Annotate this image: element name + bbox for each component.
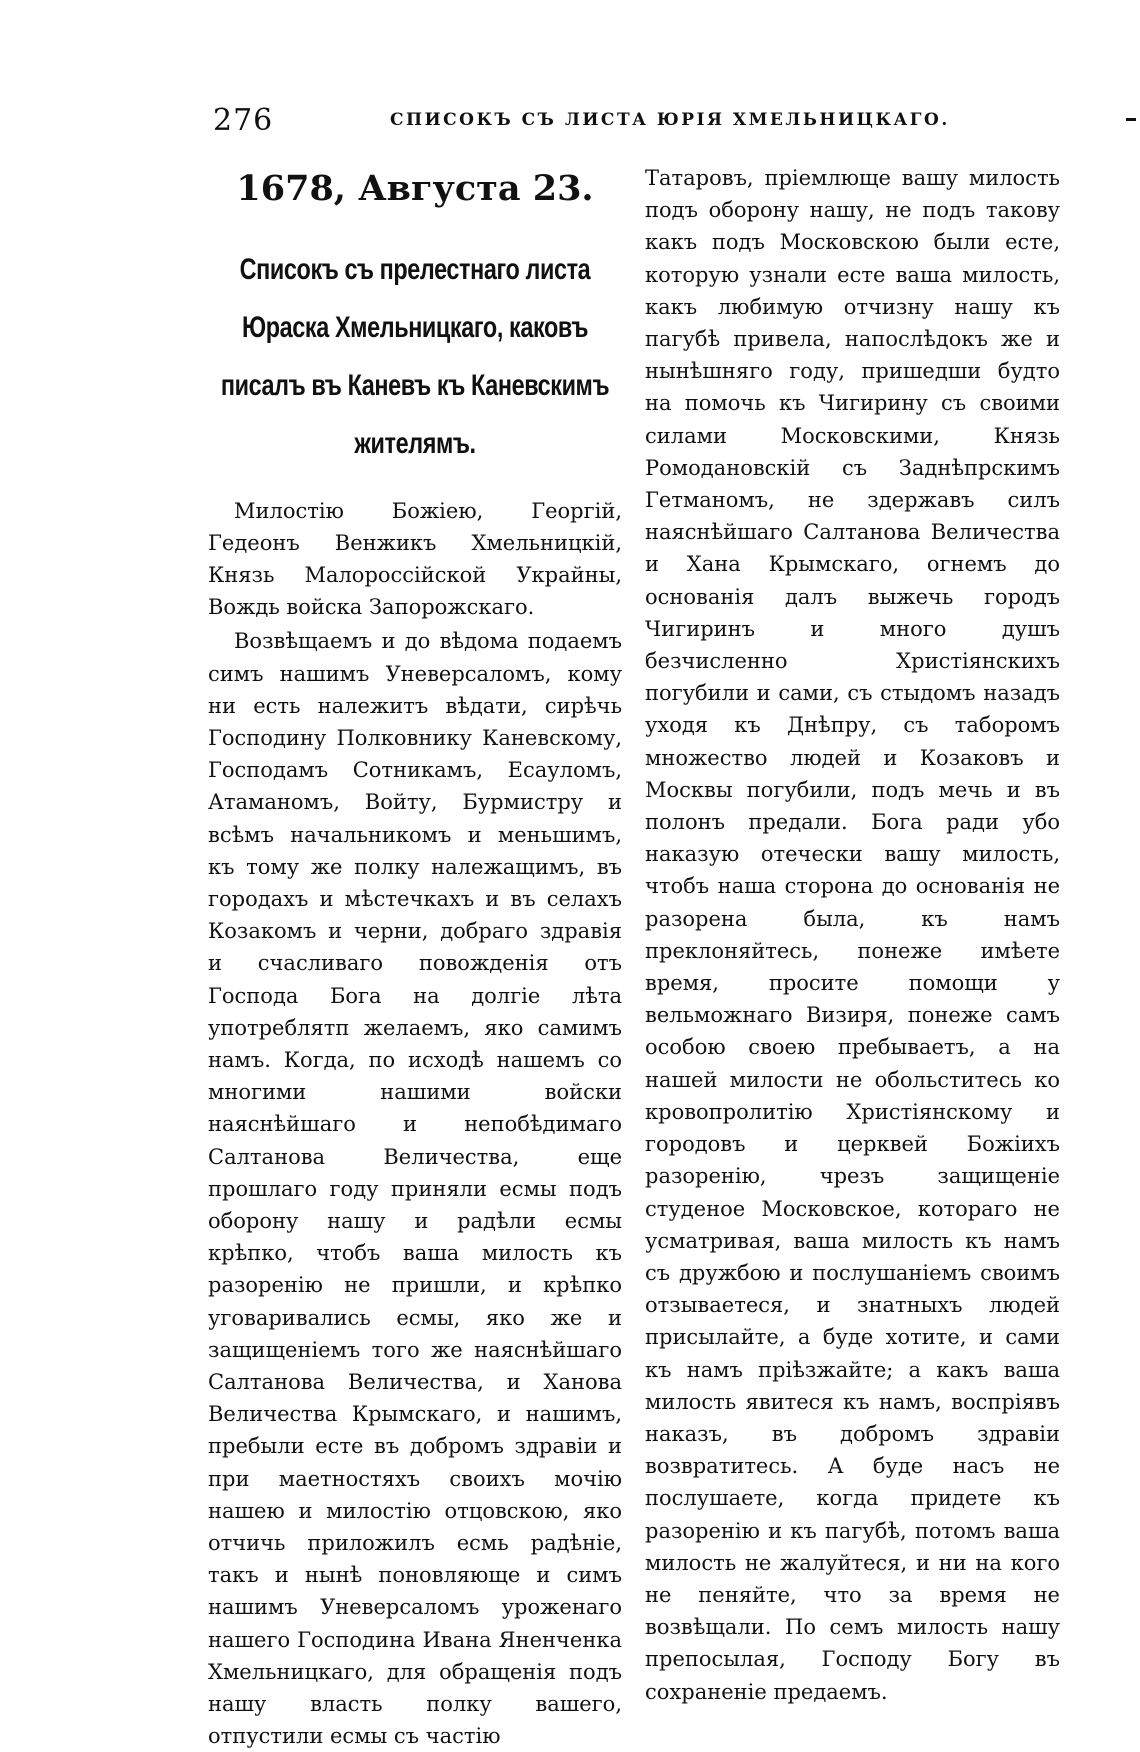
left-column [208, 162, 622, 1752]
running-title: СПИСОКЪ СЪ ЛИСТА ЮРІЯ ХМЕЛЬНИЦКАГО. [390, 110, 950, 130]
right-column [645, 162, 1060, 1708]
body-text-right: Татаровъ, пріемлюще вашу милость подъ оборону нашу, не подъ такову какъ подъ Московскою были есте, которую узнали есте ваша милость, какъ любимую отчизну нашу къ пагубѣ привела, напослѣдокъ же и нынѣшняго году, пришедши будто на помочь къ Чигирину съ своими силами Московскими, Князь Ромодановскій съ Заднѣпрскимъ Гетманомъ, не здержавъ силъ наяснѣйшаго Салтанова Величества и Хана Крымскаго, огнемъ до основанія далъ выжечь городъ Чигиринъ и много душъ безчисленно Христіянскихъ погубили и сами, съ стыдомъ назадъ уходя къ Днѣпру, съ таборомъ множество людей и Козаковъ и Москвы погубили, подъ мечь и въ полонъ предали. Бога ради убо наказую отечески вашу милость, чтобъ наша сторона до основанія не разорена была, къ намъ преклоняйтесь, понеже имѣете время, просите помощи у вельможнаго Визиря, понеже самъ особою своею пребываетъ, а на нашей милости не обольститесь ко кровопролитію Христіянскому и городовъ и церквей Божіихъ разоренію, чрезъ защищеніе студеное Московское, котораго не усматривая, ваша милость къ намъ съ дружбою и послушаніемъ своимъ отзываетеся, и знатныхъ людей присылайте, а буде хотите, и сами къ намъ пріѣзжайте; а какъ ваша милость явитеся къ намъ, воспріявъ наказъ, въ добромъ здравіи возвратитесь. А буде насъ не послушаете, когда придете къ разоренію и къ пагубѣ, потомъ ваша милость не жалуйтеся, и ни на кого не пеняйте, что за время не возвѣщали. По семъ милость нашу препосылая, Господу Богу въ сохраненіе предаемъ. [645, 166, 1060, 1704]
document-title: Списокъ съ прелестнаго листа Юраска Хмельницкаго, каковъ писалъ въ Каневъ къ Каневскимъ жителямъ. [220, 252, 610, 460]
edge-mark [1126, 118, 1136, 121]
page-number: 276 [213, 103, 274, 138]
document-date: 1678, Августа 23. [236, 168, 594, 209]
body-text-left: Возвѣщаемъ и до вѣдома подаемъ симъ нашимъ Уневерсаломъ, кому ни есть належитъ вѣдати, сирѣчь Господину Полковнику Каневскому, Господамъ Сотникамъ, Есауломъ, Атаманомъ, Войту, Бурмистру и всѣмъ начальникомъ и меньшимъ, къ тому же полку належащимъ, въ городахъ и мѣстечкахъ и въ селахъ Козакомъ и черни, добраго здравія и счасливаго повожденія отъ Господа Бога на долгіе лѣта употреблятп желаемъ, яко самимъ намъ. Когда, по исходѣ нашемъ со многими нашими войски наяснѣйшаго и непобѣдимаго Салтанова Величества, еще прошлаго году приняли есмы подъ оборону нашу и радѣли есмы крѣпко, чтобъ ваша милость къ разоренію не пришли, и крѣпко уговаривались есмы, яко же и защищеніемъ того же наяснѣйшаго Салтанова Величества, и Ханова Величества Крымскаго, и нашимъ, пребыли есте въ добромъ здравіи и при маетностяхъ своихъ мочію нашею и милостію отцовскою, яко отчичь приложилъ есмь радѣніе, такъ и нынѣ поновляюще и симъ нашимъ Уневерсаломъ уроженаго нашего Господина Ивана Яненченка Хмельницкаго, для обращенія подъ нашу власть полку вашего, отпустили есмы съ частію [208, 629, 622, 1749]
intitulatio-paragraph: Милостію Божіею, Георгій, Гедеонъ Венжикъ Хмельницкій, Князь Малороссійской Украйны, Вождь войска Запорожскаго. [208, 498, 622, 620]
